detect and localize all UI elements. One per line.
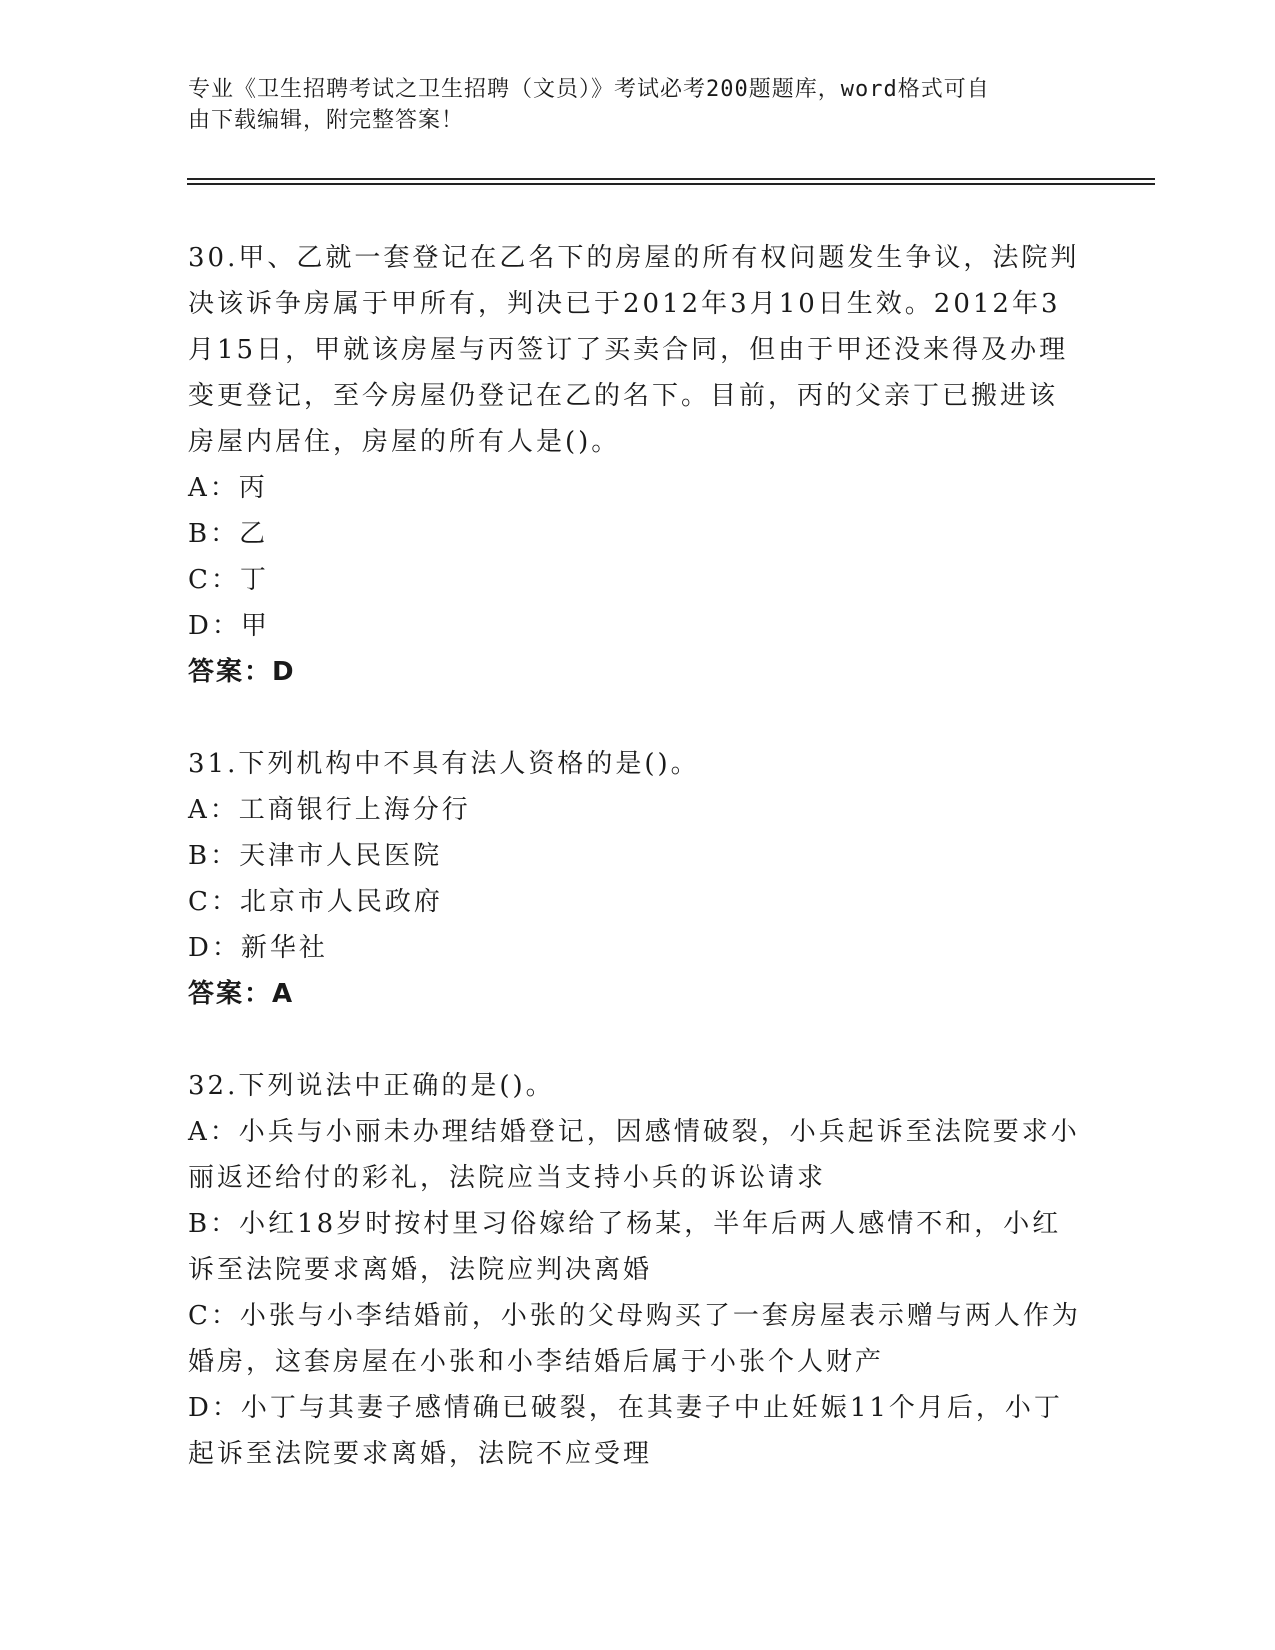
question-30 — [188, 235, 1088, 695]
question-stem-line: 32.下列说法中正确的是()。 — [188, 1071, 555, 1101]
option-b: B：乙 — [188, 519, 269, 549]
option-a-continued: 丽返还给付的彩礼，法院应当支持小兵的诉讼请求 — [188, 1163, 827, 1193]
question-stem-line: 房屋内居住，房屋的所有人是()。 — [188, 427, 621, 457]
document-header — [188, 74, 1068, 136]
question-stem-line: 决该诉争房属于甲所有，判决已于2012年3月10日生效。2012年3 — [188, 289, 1061, 319]
option-a: A：小兵与小丽未办理结婚登记，因感情破裂，小兵起诉至法院要求小 — [188, 1117, 1080, 1147]
option-b-continued: 诉至法院要求离婚，法院应判决离婚 — [188, 1255, 653, 1285]
header-line-2: 由下载编辑，附完整答案！ — [188, 108, 465, 133]
question-stem-line: 月15日，甲就该房屋与丙签订了买卖合同，但由于甲还没来得及办理 — [188, 335, 1069, 365]
option-c: C：小张与小李结婚前，小张的父母购买了一套房屋表示赠与两人作为 — [188, 1301, 1081, 1331]
question-32 — [188, 1063, 1088, 1477]
question-31 — [188, 741, 1088, 1017]
header-divider-top — [187, 178, 1155, 180]
question-list — [188, 235, 1088, 1523]
option-a: A：丙 — [188, 473, 268, 503]
option-d: D：小丁与其妻子感情确已破裂，在其妻子中止妊娠11个月后，小丁 — [188, 1393, 1063, 1423]
option-c: C：丁 — [188, 565, 269, 595]
option-d-continued: 起诉至法院要求离婚，法院不应受理 — [188, 1439, 653, 1469]
question-stem-line: 31.下列机构中不具有法人资格的是()。 — [188, 749, 700, 779]
answer-label: 答案：A — [188, 979, 295, 1009]
option-d: D：甲 — [188, 611, 270, 641]
header-divider-bottom — [187, 183, 1155, 185]
option-c-continued: 婚房，这套房屋在小张和小李结婚后属于小张个人财产 — [188, 1347, 885, 1377]
question-stem-line: 30.甲、乙就一套登记在乙名下的房屋的所有权问题发生争议，法院判 — [188, 243, 1080, 273]
option-b: B：天津市人民医院 — [188, 841, 443, 871]
option-d: D：新华社 — [188, 933, 328, 963]
option-b: B：小红18岁时按村里习俗嫁给了杨某，半年后两人感情不和，小红 — [188, 1209, 1062, 1239]
option-a: A：工商银行上海分行 — [188, 795, 471, 825]
option-c: C：北京市人民政府 — [188, 887, 443, 917]
question-stem-line: 变更登记，至今房屋仍登记在乙的名下。目前，丙的父亲丁已搬进该 — [188, 381, 1059, 411]
header-line-1: 专业《卫生招聘考试之卫生招聘（文员）》考试必考200题题库，word格式可自 — [188, 77, 990, 102]
answer-label: 答案：D — [188, 657, 296, 687]
